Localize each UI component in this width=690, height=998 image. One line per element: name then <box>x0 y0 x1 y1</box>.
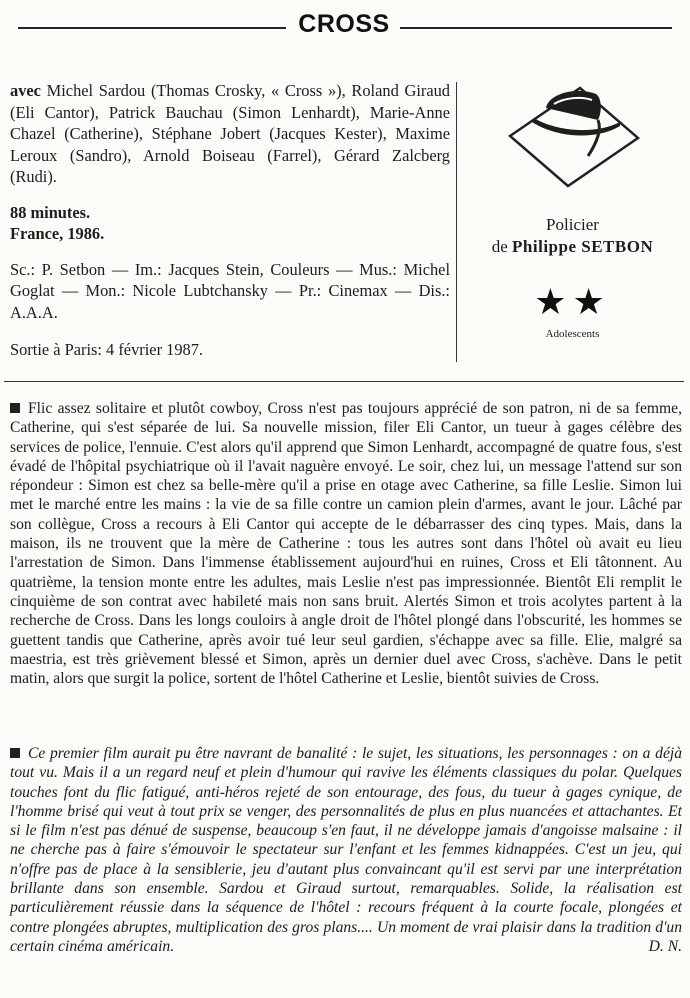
film-info <box>10 80 450 361</box>
square-bullet-icon <box>10 748 20 758</box>
review-signature: D. N. <box>648 937 682 955</box>
section-divider <box>4 381 684 382</box>
header <box>0 8 690 44</box>
origin: France, 1986. <box>10 224 105 243</box>
film-meta <box>10 202 450 245</box>
header-rule-right <box>400 27 672 29</box>
synopsis-paragraph <box>10 399 682 688</box>
audience-label: Adolescents <box>545 328 600 340</box>
rating-stars: ★★ <box>534 282 611 322</box>
fedora-hat-icon <box>498 74 648 194</box>
page-title: CROSS <box>298 10 390 38</box>
cast-list <box>10 80 450 188</box>
duration: 88 minutes. <box>10 202 91 222</box>
credits: Sc.: P. Setbon — Im.: Jacques Stein, Couleurs — Mus.: Michel Goglat — Mon.: Nicole Lubtchansky — Pr.: Cinemax — Dis.: A.A.A. <box>10 259 450 322</box>
director-prefix: de <box>491 237 508 256</box>
sidebar <box>465 70 680 340</box>
square-bullet-icon <box>10 403 20 413</box>
cast-lead-word: avec <box>10 81 41 100</box>
cast-text: Michel Sardou (Thomas Crosky, « Cross »), Roland Giraud (Eli Cantor), Patrick Bauchau (Simon Lenhardt), Marie-Anne Chazel (Catherine), Stéphane Jobert (Jacques Kester), Maxime Leroux (Sandro), Arnold Boiseau (Farrel), Gérard Zalcberg (Rudi). <box>10 81 450 186</box>
review-text: Ce premier film aurait pu être navrant de banalité : le sujet, les situations, les personnages : on a déjà tout vu. Mais il a un regard neuf et plein d'humour qui ravive les éléments classiques du polar. Quelques touches font du flic fatigué, anti-héros rejeté de son entourage, des fous, du tueur à gages cynique, de l'homme brisé qui veut à tout prix se venger, des personnalités de plus en plus nuancées et attachantes. Et si le film n'est pas dénué de suspense, beaucoup s'en faut, il ne développe jamais d'angoisse malsaine : il ne cherche pas à faire s'émouvoir le spectateur sur l'enfant et les femmes kidnappées. C'est un jeu, qui n'offre pas de place à la sensiblerie, jeu d'autant plus convaincant qu'il est servi par une interprétation brillante dans son ensemble. Sardou et Giraud surtout, remarquables. Solide, la réalisation est particulièrement réussie dans la séquence de l'hôtel : recours fréquent à la courte focale, plongées et contre plongées abruptes, multiplication des gros plans.... Un moment de vrai plaisir dans la tradition d'un certain cinéma américain. <box>10 745 682 955</box>
column-divider <box>456 82 457 362</box>
release-date: Sortie à Paris: 4 février 1987. <box>10 340 203 359</box>
director-name: Philippe SETBON <box>512 237 654 256</box>
header-rule-left <box>18 27 286 29</box>
review-paragraph <box>10 744 682 956</box>
synopsis-text: Flic assez solitaire et plutôt cowboy, Cross n'est pas toujours apprécié de son patron, ni de sa femme, Catherine, qui s'est séparée de lui. Sa nouvelle mission, filer Eli Cantor, un tueur à gages célèbre des services de police, l'ennuie. C'est alors qu'il apprend que Simon Lenhardt, accompagné de quatre fous, s'est évadé de l'hôpital psychiatrique où il l'avait naguère envoyé. Le soir, chez lui, un message l'attend sur son répondeur : Simon est chez sa belle-mère qu'il a prise en otage avec Catherine, sa fille Leslie. Simon lui met le marché entre les mains : la vie de sa fille contre un camion plein d'armes, avant le jour. Lâché par son collègue, Cross a recours à Eli Cantor qui accepte de le débarrasser des cinq types. Mais, dans la maison, ils ne trouvent que la mère de Catherine : tous les autres sont dans l'hôtel où avait eu lieu l'arrestation de Simon. Dans l'immense établissement aujourd'hui en ruines, Cross et Eli tâtonnent. Au quatrième, la tension monte entre les adultes, mais Leslie n'est pas impressionnée. Bientôt Eli remplit le cinquième de son contrat avec habileté mais non sans bruit. Alertés Simon et trois acolytes partent à la recherche de Cross. Dans les longs couloirs à angle droit de l'hôtel plongé dans l'obscurité, les hommes se guettent tandis que Catherine, après avoir tué leur seul gardien, s'échappe avec sa fille. Elie, malgré sa maestria, est très grièvement blessé et Simon, après un dernier duel avec Cross, s'achève. Dans le petit matin, alors que surgit la police, sortent de l'hôtel Catherine et Leslie, bientôt suivies de Cross. <box>10 400 682 688</box>
director-line <box>465 236 680 258</box>
genre: Policier <box>546 215 599 234</box>
